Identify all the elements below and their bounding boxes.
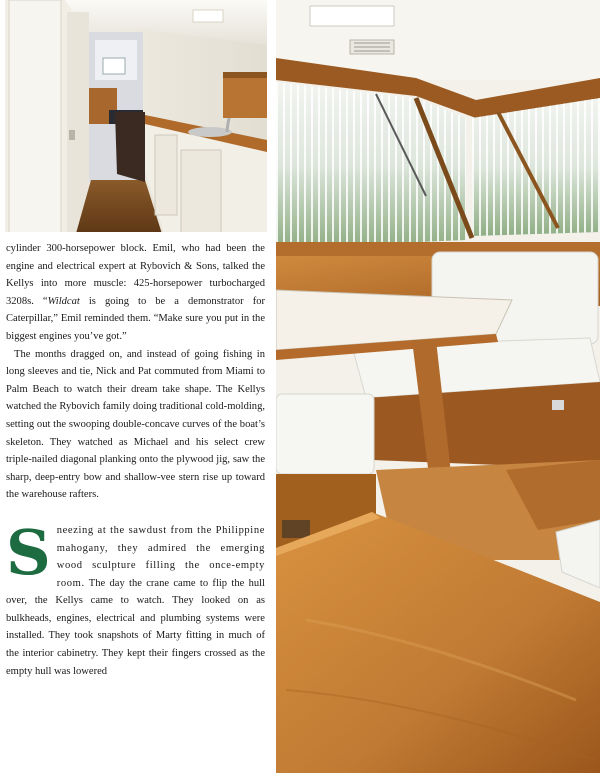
article-body bbox=[6, 240, 265, 680]
drop-cap-letter: S bbox=[6, 515, 51, 589]
boat-name-italic: Wildcat bbox=[47, 295, 80, 307]
article-paragraph-1 bbox=[6, 240, 265, 346]
paragraph-1-text-rest: is going to be a demonstrator for Caterpillar,” Emil reminded them. “Make sure you put in the biggest engines you’ve got.” bbox=[6, 295, 265, 342]
article-paragraph-2 bbox=[6, 346, 265, 504]
paragraph-1-text: cylinder 300-horsepower block. Emil, who had been the engine and electrical expert at Rybovich & Sons, talked the Kellys into more muscle: 425-horsepower turbocharged 3208s. “ bbox=[6, 243, 265, 307]
article-paragraph-3 bbox=[6, 515, 265, 680]
galley-illustration bbox=[5, 0, 267, 237]
salon-photo bbox=[276, 0, 600, 773]
salon-illustration bbox=[276, 0, 600, 773]
paragraph-2-text: The months dragged on, and instead of going fishing in long sleeves and tie, Nick and Pat commuted from Miami to Palm Beach to watch their dream take shape. The Kellys watched the Rybovich family doing traditional cold-molding, setting out the swooping double-concave curves of the boat’s skeleton. They watched as Michael and his select crew triple-nailed diagonal planking onto the plywood jig, saw the sharp, deep-entry bow and shallow-vee stern rise up toward the warehouse rafters. bbox=[6, 348, 265, 501]
galley-photo bbox=[5, 0, 267, 237]
paragraph-3-text: The day the crane came to flip the hull over, the Kellys came to watch. They looked on as bulkheads, engines, electrical and plumbing systems were installed. They took snapshots of Marty fitting in much of the interior cabinetry. They kept their fingers crossed as the empty hull was lowered bbox=[6, 577, 265, 677]
paragraph-3-lead-in: neezing at the sawdust from the Philippine mahogany, they admired the emerging wood sculpture filling the once-empty room. bbox=[56, 524, 265, 589]
